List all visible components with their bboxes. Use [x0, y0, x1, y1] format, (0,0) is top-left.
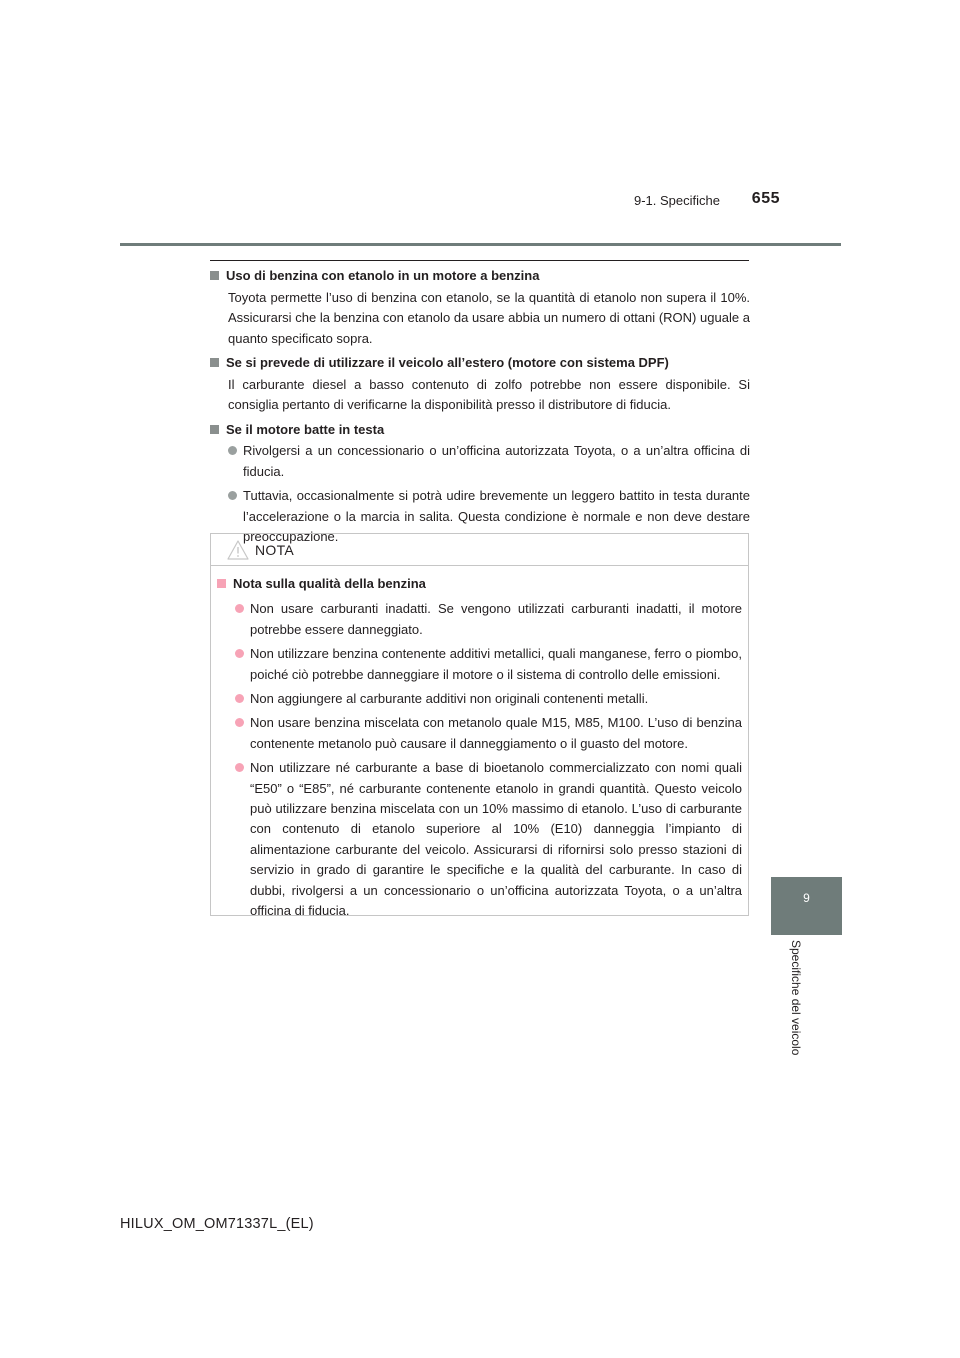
- list-item: [235, 689, 742, 709]
- round-bullet-icon: [235, 694, 244, 703]
- section-label: 9-1. Specifiche: [634, 193, 720, 208]
- round-bullet-icon: [235, 604, 244, 613]
- list-item-text: Tuttavia, occasionalmente si potrà udire brevemente un leggero battito in testa durante l’accelerazione o la marcia in salita. Questa condizione è normale e non deve destare preoccupazione.: [243, 488, 750, 544]
- chapter-tab: [771, 877, 842, 935]
- list-item: [235, 713, 742, 754]
- header-rule: [120, 243, 841, 246]
- chapter-title: Specifiche del veicolo: [789, 940, 803, 1056]
- document-code: HILUX_OM_OM71337L_(EL): [120, 1216, 314, 1232]
- section-heading: [210, 266, 750, 287]
- nota-box: [210, 533, 749, 919]
- list-item-text: Non usare benzina miscelata con metanolo quale M15, M85, M100. L’uso di benzina contenente metanolo può causare il danneggiamento o il guasto del motore.: [250, 715, 742, 751]
- list-item-text: Non usare carburanti inadatti. Se vengono utilizzati carburanti inadatti, il motore potrebbe essere danneggiato.: [250, 601, 742, 637]
- list-item: [235, 758, 742, 921]
- section-heading-text: Uso di benzina con etanolo in un motore a benzina: [226, 268, 540, 283]
- round-bullet-icon: [235, 718, 244, 727]
- section-paragraph: Il carburante diesel a basso contenuto di zolfo potrebbe non essere disponibile. Si consiglia pertanto di verificarne la disponibilità presso il distributore di fiducia.: [228, 376, 750, 412]
- content-rule: [210, 260, 749, 261]
- square-bullet-icon: [210, 425, 219, 434]
- square-bullet-icon: [217, 579, 226, 588]
- round-bullet-icon: [235, 649, 244, 658]
- nota-heading: [217, 574, 742, 594]
- nota-title: NOTA: [255, 542, 295, 558]
- list-item: [235, 599, 742, 640]
- section-heading-text: Se il motore batte in testa: [226, 421, 385, 437]
- nota-header: [211, 534, 748, 566]
- main-content: [210, 266, 750, 552]
- round-bullet-icon: [228, 491, 237, 500]
- list-item-text: Non utilizzare benzina contenente additivi metallici, quali manganese, ferro o piombo, poiché ciò potrebbe danneggiare il motore o il sistema di controllo delle emissioni.: [250, 646, 742, 682]
- section-paragraph: Toyota permette l’uso di benzina con etanolo, se la quantità di etanolo non supera il 10%. Assicurarsi che la benzina con etanolo da usare abbia un numero di ottani (RON) uguale a quanto specificato sopra.: [228, 289, 750, 346]
- list-item: [235, 644, 742, 685]
- section-heading-text: Se si prevede di utilizzare il veicolo all’estero (motore con sistema DPF): [226, 355, 669, 370]
- list-item: [228, 441, 750, 482]
- list-item-text: Non utilizzare né carburante a base di bioetanolo commercializzato con nomi quali “E50” o “E85”, né carburante contenente etanolo in grandi quantità. Questo veicolo può utilizzare benzina miscelata con un 10% massimo di etanolo. L’uso di carburante con contenuto di etanolo superiore al 10% (E10) danneggia l’impianto di alimentazione carburante del veicolo. Assicurarsi di rifornirsi solo presso stazioni di servizio in grado di garantire le specifiche e la qualità del carburante. In caso di dubbi, rivolgersi a un concessionario o un’officina autorizzata Toyota, o a un’altra officina di fiducia.: [250, 760, 742, 919]
- list-item-text: Non aggiungere al carburante additivi non originali contenenti metalli.: [250, 691, 649, 707]
- page-number: 655: [751, 190, 780, 207]
- nota-body: [211, 566, 748, 922]
- round-bullet-icon: [228, 446, 237, 455]
- list-item-text: Rivolgersi a un concessionario o un’officina autorizzata Toyota, o a un’altra officina di fiducia.: [243, 443, 750, 479]
- round-bullet-icon: [235, 763, 244, 772]
- warning-triangle-icon: [227, 540, 249, 560]
- nota-heading-text: Nota sulla qualità della benzina: [233, 576, 426, 591]
- chapter-number: 9: [803, 891, 810, 905]
- section-heading: [210, 353, 750, 374]
- square-bullet-icon: [210, 358, 219, 367]
- section-heading: [210, 420, 750, 441]
- square-bullet-icon: [210, 271, 219, 280]
